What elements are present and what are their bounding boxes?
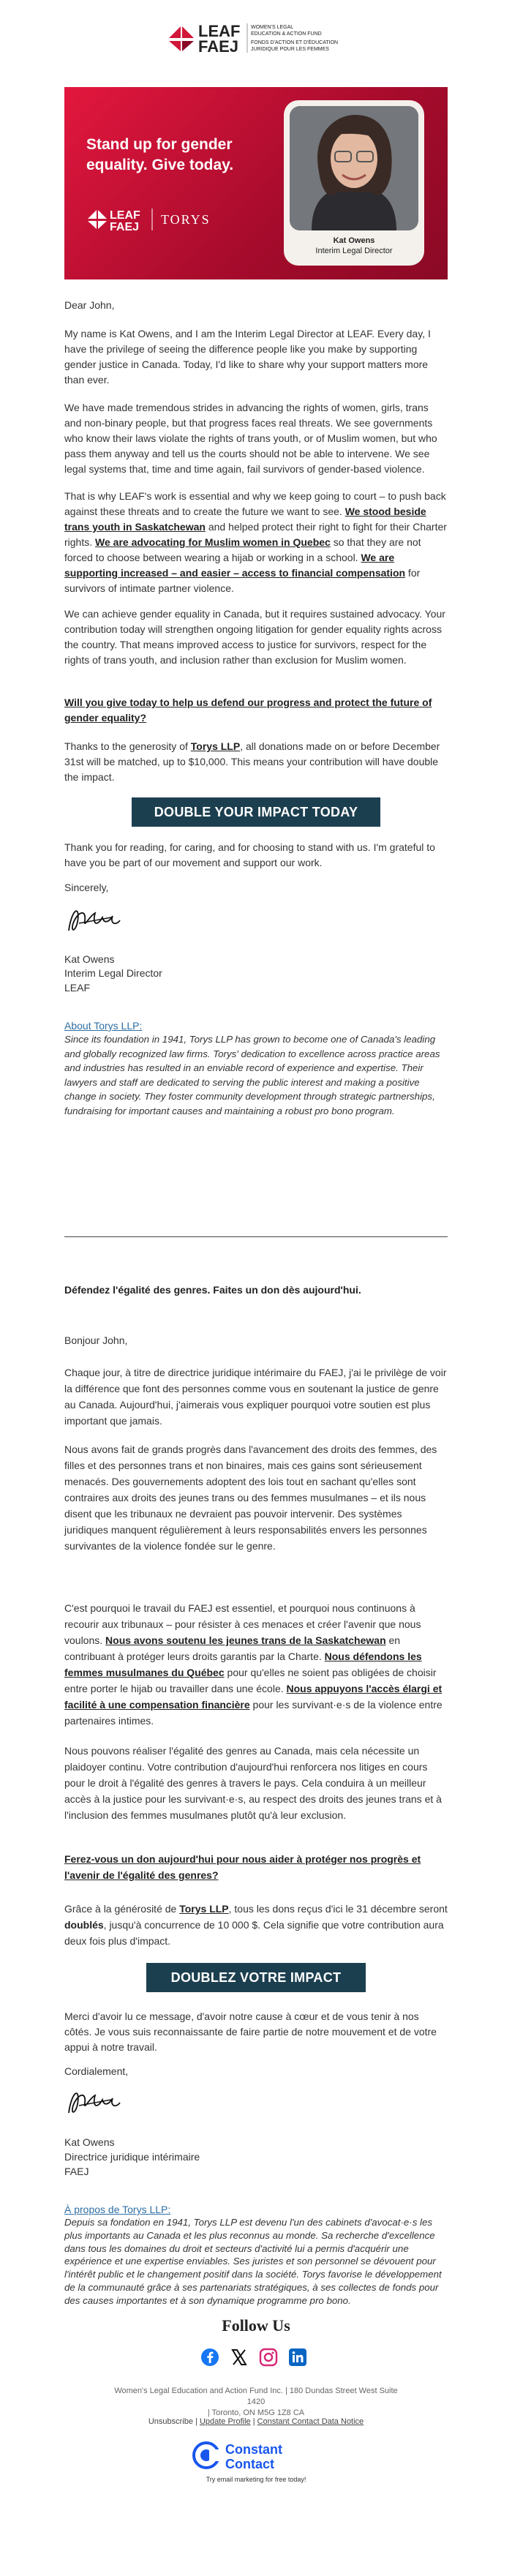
- footer-address: [110, 2386, 402, 2419]
- x-icon[interactable]: [230, 2348, 249, 2367]
- fr-link-torys[interactable]: Torys LLP: [179, 1903, 229, 1915]
- logo-line-1: WOMEN'S LEGAL: [251, 25, 294, 30]
- fr-paragraph-4: Nous pouvons réaliser l'égalité des genres au Canada, mais cela nécessite un plaidoyer continu. Votre contribution d'aujourd'hui renforcera nos litiges en cours pour le droit à l'égalité des genres à travers le pays. Cela conduira à un meilleur accès à la justice pour les survivant·e·s, au respect des droits des jeunes trans et à l'inclusion des femmes musulmanes plutôt qu'à leur exclusion.: [64, 1745, 442, 1821]
- fr-headline: Défendez l'égalité des genres. Faites un don dès aujourd'hui.: [64, 1284, 361, 1296]
- fr-about-torys-link[interactable]: À propos de Torys LLP:: [64, 2204, 171, 2215]
- hero-torys-text: TORYS: [161, 212, 211, 227]
- fr-paragraph-2: Nous avons fait de grands progrès dans l'avancement des droits des femmes, des filles et des personnes trans et non binaires, mais ces gains sont sérieusement menacés. Des gouvernements adoptent des lois tout en sachant qu'elles sont contraires aux droits des jeunes trans ou des femmes musulmanes – et ils nous disent que les tribunaux ne devraient pas pouvoir intervenir. Des systèmes juridiques manquent régulièrement à leurs responsabilités envers les personnes survivantes de la violence fondée sur le genre.: [64, 1443, 437, 1552]
- en-p6-text-a: Thanks to the generosity of: [64, 740, 191, 752]
- portrait-name: Kat Owens: [333, 236, 375, 245]
- hero-faej-text: FAEJ: [110, 221, 140, 233]
- logo-faej-text: FAEJ: [198, 37, 239, 54]
- double-impact-button[interactable]: DOUBLE YOUR IMPACT TODAY: [132, 797, 380, 827]
- cc-word-contact: Contact: [225, 2457, 274, 2471]
- fr-paragraph-6: [64, 1901, 448, 1949]
- leaf-mark-icon: [169, 26, 194, 51]
- fr-p6-doubles: doublés: [64, 1919, 104, 1931]
- en-p3-text-e: so that they are not forced to choose between wearing a hijab or working in a school.: [64, 536, 421, 563]
- en-sig-name: Kat Owens: [64, 953, 115, 965]
- logo-line-3: FONDS D'ACTION ET D'ÉDUCATION: [251, 40, 339, 45]
- follow-us-title: Follow Us: [222, 2316, 290, 2335]
- footer-sep-1: |: [195, 2417, 200, 2426]
- fr-link-trans-youth[interactable]: Nous avons soutenu les jeunes trans de la Saskatchewan: [105, 1634, 386, 1646]
- fr-p6-text-a: Grâce à la générosité de: [64, 1903, 180, 1915]
- fr-p6-text-c: , tous les dons reçus d'ici le 31 décembre seront: [228, 1903, 448, 1915]
- en-about-torys-link[interactable]: About Torys LLP:: [64, 1020, 143, 1032]
- en-paragraph-6: [64, 739, 448, 785]
- en-p6-text-c: , all donations made on or before December 31st will be matched, up to $10,000. This means your contribution will have double the impact.: [64, 740, 440, 783]
- constant-contact-mark-icon: [194, 2443, 221, 2468]
- en-link-muslim-women[interactable]: We are advocating for Muslim women in Quebec: [95, 536, 331, 548]
- fr-sig-title: Directrice juridique intérimaire: [64, 2151, 200, 2163]
- en-paragraph-7: Thank you for reading, for caring, and for choosing to stand with us. I'm grateful to have you be part of our movement and support our work.: [64, 841, 435, 868]
- facebook-icon[interactable]: [200, 2348, 219, 2367]
- en-paragraph-4: We can achieve gender equality in Canada, but it requires sustained advocacy. Your contribution today will strengthen ongoing litigation for gender equality rights across the country. That means improved access to justice for survivors, respect for the rights of trans youth, and inclusion rather than exclusion for Muslim women.: [64, 608, 445, 666]
- fr-link-financial-comp[interactable]: Nous appuyons l'accès élargi et facilité à une compensation financière: [64, 1683, 443, 1711]
- en-link-financial-comp[interactable]: We are supporting increased – and easier – access to financial compensation: [64, 552, 406, 579]
- en-paragraph-1: My name is Kat Owens, and I am the Interim Legal Director at LEAF. Every day, I have the privilege of seeing the difference people like you make by supporting gender justice in Canada. Today, I'd like to share why your support matters more than ever.: [64, 328, 431, 386]
- fr-sig-name: Kat Owens: [64, 2136, 115, 2148]
- en-sig-title: Interim Legal Director: [64, 967, 162, 979]
- en-signature-icon: [64, 901, 123, 939]
- fr-greeting: Bonjour John,: [64, 1334, 128, 1346]
- doublez-impact-button[interactable]: DOUBLEZ VOTRE IMPACT: [146, 1963, 366, 1992]
- logo-line-2: EDUCATION & ACTION FUND: [251, 31, 322, 37]
- logo-line-4: JURIDIQUE POUR LES FEMMES: [251, 47, 329, 52]
- footer-sep-2: |: [252, 2417, 257, 2426]
- en-sig-org: LEAF: [64, 982, 91, 994]
- fr-p3-text-g: pour les survivant·e·s de la violence entre partenaires intimes.: [64, 1699, 443, 1727]
- logo-leaf-text: LEAF: [198, 22, 241, 40]
- portrait-role: Interim Legal Director: [315, 247, 393, 255]
- fr-paragraph-7: Merci d'avoir lu ce message, d'avoir notre cause à cœur et de vous tenir à nos côtés. Je vous suis reconnaissante de faire partie de notre mouvement et de votre appui à notre travail.: [64, 2010, 437, 2053]
- cc-word-constant: Constant: [225, 2442, 282, 2457]
- en-about-torys-text: Since its foundation in 1941, Torys LLP has grown to become one of Canada's leading and globally recognized law firms. Torys' dedication to excellence across practice areas and industries has resulted in an enviable record of experience and expertise. Their lawyers and staff are dedicated to serving the public interest and making a positive change in society. They foster community development through strategic partnerships, fundraising for important causes and maintaining a robust pro bono program.: [64, 1034, 440, 1116]
- cc-tagline[interactable]: Try email marketing for free today!: [206, 2476, 306, 2483]
- footer-address-line-1: Women's Legal Education and Action Fund Inc. | 180 Dundas Street West Suite 1420: [114, 2387, 398, 2406]
- portrait-card: [284, 100, 424, 266]
- en-p3-text-g: for survivors of intimate partner violence.: [64, 567, 421, 594]
- hero-brand-logos: [86, 204, 276, 233]
- en-paragraph-5: Will you give today to help us defend our progress and protect the future of gender equality?: [64, 696, 432, 724]
- fr-sig-org: FAEJ: [64, 2166, 89, 2177]
- unsubscribe-link[interactable]: Unsubscribe: [148, 2417, 193, 2426]
- update-profile-link[interactable]: Update Profile: [199, 2417, 251, 2426]
- constant-contact-logo[interactable]: [192, 2439, 320, 2471]
- fr-closing: Cordialement,: [64, 2065, 129, 2077]
- hero-headline: Stand up for gender equality. Give today.: [86, 136, 234, 173]
- fr-p3-text-a: C'est pourquoi le travail du FAEJ est essentiel, et pourquoi nous continuons à recourir aux tribunaux – pour résister à ces menaces et créer l'avenir que nous voulons.: [64, 1602, 421, 1646]
- portrait-photo: [290, 106, 418, 230]
- cc-data-notice-link[interactable]: Constant Contact Data Notice: [257, 2417, 364, 2426]
- en-paragraph-3: [64, 489, 448, 596]
- en-p3-text-c: and helped protect their right to fight for their Charter rights.: [64, 521, 447, 548]
- fr-paragraph-1: Chaque jour, à titre de directrice juridique intérimaire du FAEJ, j'ai le privilège de voir la différence que font des personnes comme vous en soutenant la justice de genre au Canada. Aujourd'hui, j'aimerais vous expliquer pourquoi votre soutien est plus important que jamais.: [64, 1367, 447, 1427]
- en-closing: Sincerely,: [64, 882, 109, 893]
- fr-paragraph-3: [64, 1600, 448, 1729]
- fr-link-muslim-women[interactable]: Nous défendons les femmes musulmanes du Québec: [64, 1651, 422, 1678]
- en-p3-text-a: That is why LEAF's work is essential and why we keep going to court – to push back against these threats and to create the future we want to see.: [64, 490, 446, 517]
- en-greeting: Dear John,: [64, 299, 115, 311]
- en-link-trans-youth[interactable]: We stood beside trans youth in Saskatchewan: [64, 506, 426, 533]
- footer-address-line-2: | Toronto, ON M5G 1Z8 CA: [207, 2408, 305, 2417]
- hero-banner[interactable]: [64, 87, 448, 279]
- fr-p3-text-c: en contribuant à protéger leurs droits garantis par la Charte.: [64, 1634, 401, 1662]
- fr-paragraph-5: Ferez-vous un don aujourd'hui pour nous aider à protéger nos progrès et l'avenir de l'égalité des genres?: [64, 1853, 421, 1881]
- hero-leaf-text: LEAF: [110, 209, 140, 222]
- linkedin-icon[interactable]: [288, 2348, 307, 2367]
- instagram-icon[interactable]: [259, 2348, 278, 2367]
- fr-about-torys-text: Depuis sa fondation en 1941, Torys LLP est devenu l'un des cabinets d'avocat·e·s les plus importants au Canada et les plus reconnus au monde. Sa recherche d'excellence dans tous les domaines du droit et secteurs d'activité lui a permis d'acquérir une expérience et une expertise enviables. Ses juristes et son personnel se dévouent pour l'intérêt public et le changement positif dans la société. Torys favorise le développement de la communauté grâce à ses partenariats stratégiques, à ses collectes de fonds pour des causes importantes et à son dynamique programme pro bono.: [64, 2217, 442, 2306]
- fr-p6-text-e: , jusqu'à concurrence de 10 000 $. Cela signifie que votre contribution aura deux fois plus d'impact.: [64, 1919, 444, 1947]
- en-link-torys[interactable]: Torys LLP: [190, 740, 241, 752]
- fr-p3-text-e: pour qu'elles ne soient pas obligées de choisir entre porter le hijab ou travailler dans une école.: [64, 1667, 437, 1694]
- leaf-mark-white-icon: [88, 210, 107, 229]
- section-divider: [64, 1236, 448, 1237]
- footer-links: [110, 2417, 402, 2426]
- fr-signature-icon: [64, 2084, 123, 2122]
- leaf-faej-logo: [165, 16, 347, 54]
- en-paragraph-2: We have made tremendous strides in advancing the rights of women, girls, trans and non-binary people, but that progress faces real threats. We see governments who know their laws violate the rights of trans youth, or of Muslim women, but who pass them anyway and tell us the courts should not be able to intervene. We see legal systems that, time and time again, fail survivors of gender-based violence.: [64, 402, 437, 475]
